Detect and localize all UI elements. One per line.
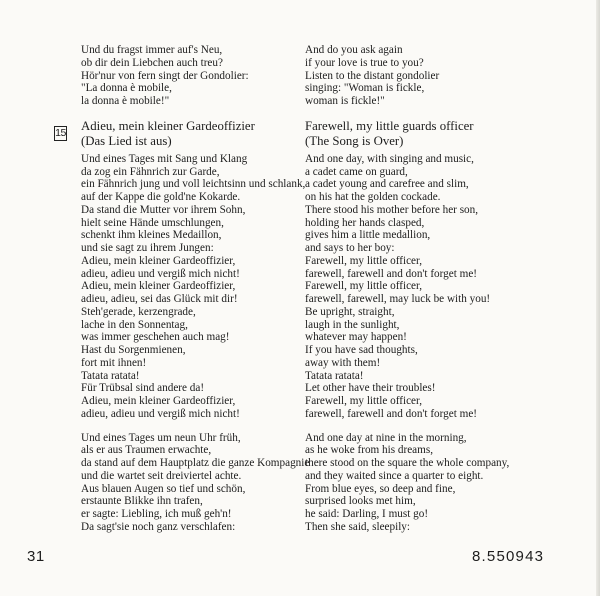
lyric-line: erstaunte Blikke ihn trafen, <box>81 495 203 508</box>
english-verse-2 <box>305 432 525 534</box>
lyric-line: Listen to the distant gondolier <box>305 69 440 82</box>
lyric-line: whatever may happen! <box>305 331 407 344</box>
lyric-line: And one day, with singing and music, <box>305 152 474 165</box>
lyric-line: als er aus Traumen erwachte, <box>81 444 212 457</box>
lyric-line: a cadet came on guard, <box>305 165 408 178</box>
lyric-line: farewell, farewell and don't forget me! <box>305 267 478 280</box>
lyric-line: Da sagt'sie noch ganz verschlafen: <box>81 520 236 533</box>
lyric-line: and says to her boy: <box>305 242 395 254</box>
english-song-heading <box>305 119 525 149</box>
lyric-line: Und eines Tages um neun Uhr früh, <box>81 431 241 444</box>
german-column <box>81 44 310 534</box>
lyric-line: Be upright, straight, <box>305 305 395 318</box>
lyric-line: laugh in the sunlight, <box>305 318 400 331</box>
lyric-line: hielt seine Hände umschlungen, <box>81 216 224 229</box>
lyric-line: adieu, adieu, sei das Glück mit dir! <box>81 293 238 305</box>
lyric-line: Hör'nur von fern singt der Gondolier: <box>81 69 249 82</box>
lyric-line: away with them! <box>305 356 381 369</box>
lyric-line: adieu, adieu und vergiß mich nicht! <box>81 407 240 420</box>
lyric-line: And do you ask again <box>305 44 403 56</box>
german-verse-1 <box>81 152 306 421</box>
lyric-line: schenkt ihm kleines Medaillon, <box>81 229 222 242</box>
english-verse-1 <box>305 153 525 421</box>
lyric-line: Adieu, mein kleiner Gardeoffizier, <box>81 395 236 407</box>
german-intro-stanza <box>81 44 303 108</box>
lyric-line: und sie sagt zu ihrem Jungen: <box>81 242 214 254</box>
lyric-line: Und eines Tages mit Sang und Klang <box>81 152 248 165</box>
page-number: 31 <box>27 548 45 565</box>
german-verse-2 <box>81 431 310 534</box>
page-edge-shadow <box>596 0 600 596</box>
lyric-line: Aus blauen Augen so tief und schön, <box>81 482 246 495</box>
lyric-line: fort mit ihnen! <box>81 356 147 369</box>
catalog-number: 8.550943 <box>472 548 545 565</box>
lyric-line: Da stand die Mutter vor ihrem Sohn, <box>81 203 246 216</box>
lyric-line: Adieu, mein kleiner Gardeoffizier, <box>81 280 236 293</box>
heading-line: Adieu, mein kleiner Gardeoffizier <box>81 118 255 133</box>
english-intro-stanza <box>305 44 525 108</box>
heading-line: (The Song is Over) <box>305 133 404 148</box>
lyric-line: From blue eyes, so deep and fine, <box>305 482 456 495</box>
lyric-line: surprised looks met him, <box>305 495 416 508</box>
lyric-line: ob dir dein Liebchen auch treu? <box>81 56 223 69</box>
lyric-line: "La donna è mobile, <box>81 82 172 95</box>
lyric-line: la donna è mobile!" <box>81 95 170 107</box>
lyric-line: adieu, adieu und vergiß mich nicht! <box>81 267 240 280</box>
lyric-line: singing: "Woman is fickle, <box>305 82 425 95</box>
lyric-line: er sagte: Liebling, ich muß geh'n! <box>81 508 232 520</box>
heading-line: (Das Lied ist aus) <box>81 133 172 148</box>
lyric-line: farewell, farewell, may luck be with you! <box>305 293 491 305</box>
lyric-line: was immer geschehen auch mag! <box>81 331 230 344</box>
lyric-line: und die wartet seit dreiviertel achte. <box>81 469 242 482</box>
lyric-line: Farewell, my little officer, <box>305 395 423 407</box>
lyric-line: Farewell, my little officer, <box>305 254 423 267</box>
lyric-line: on his hat the golden cockade. <box>305 191 441 203</box>
track-number-badge: 15 <box>55 127 66 139</box>
lyric-line: Adieu, mein kleiner Gardeoffizier, <box>81 254 236 267</box>
lyric-line: he said: Darling, I must go! <box>305 508 429 520</box>
lyric-line: farewell, farewell and don't forget me! <box>305 407 478 420</box>
lyric-line: gives him a little medallion, <box>305 229 431 242</box>
lyric-line: and they waited since a quarter to eight. <box>305 469 484 482</box>
heading-line: Farewell, my little guards officer <box>305 118 474 133</box>
lyric-line: ein Fähnrich jung und voll leichtsinn und schlank, <box>81 178 306 191</box>
lyric-line: Tatata ratata! <box>305 369 364 382</box>
german-song-heading <box>81 119 303 149</box>
lyric-line: woman is fickle!" <box>305 95 385 107</box>
lyric-line: da zog ein Fähnrich zur Garde, <box>81 165 220 178</box>
lyric-line: da stand auf dem Hauptplatz die ganze Kompagnie <box>81 457 310 469</box>
lyric-line: Let other have their troubles! <box>305 382 436 395</box>
lyric-line: holding her hands clasped, <box>305 216 425 229</box>
lyric-line: lache in den Sonnentag, <box>81 318 188 331</box>
lyric-line: Tatata ratata! <box>81 369 140 382</box>
english-column <box>305 44 525 534</box>
lyric-line: auf der Kappe die gold'ne Kokarde. <box>81 191 241 203</box>
lyric-line: Farewell, my little officer, <box>305 280 423 293</box>
lyric-line: Then she said, sleepily: <box>305 520 411 533</box>
lyric-line: there stood on the square the whole company, <box>305 457 510 469</box>
lyric-line: If you have sad thoughts, <box>305 344 418 356</box>
lyric-line: Hast du Sorgenmienen, <box>81 344 186 356</box>
lyric-line: Steh'gerade, kerzengrade, <box>81 305 196 318</box>
lyric-line: Für Trübsal sind andere da! <box>81 382 205 395</box>
lyric-line: There stood his mother before her son, <box>305 203 479 216</box>
lyric-line: if your love is true to you? <box>305 56 424 69</box>
lyric-line: Und du fragst immer auf's Neu, <box>81 44 223 56</box>
lyric-line: And one day at nine in the morning, <box>305 431 467 444</box>
lyric-line: as he woke from his dreams, <box>305 444 434 457</box>
lyric-line: a cadet young and carefree and slim, <box>305 178 469 191</box>
